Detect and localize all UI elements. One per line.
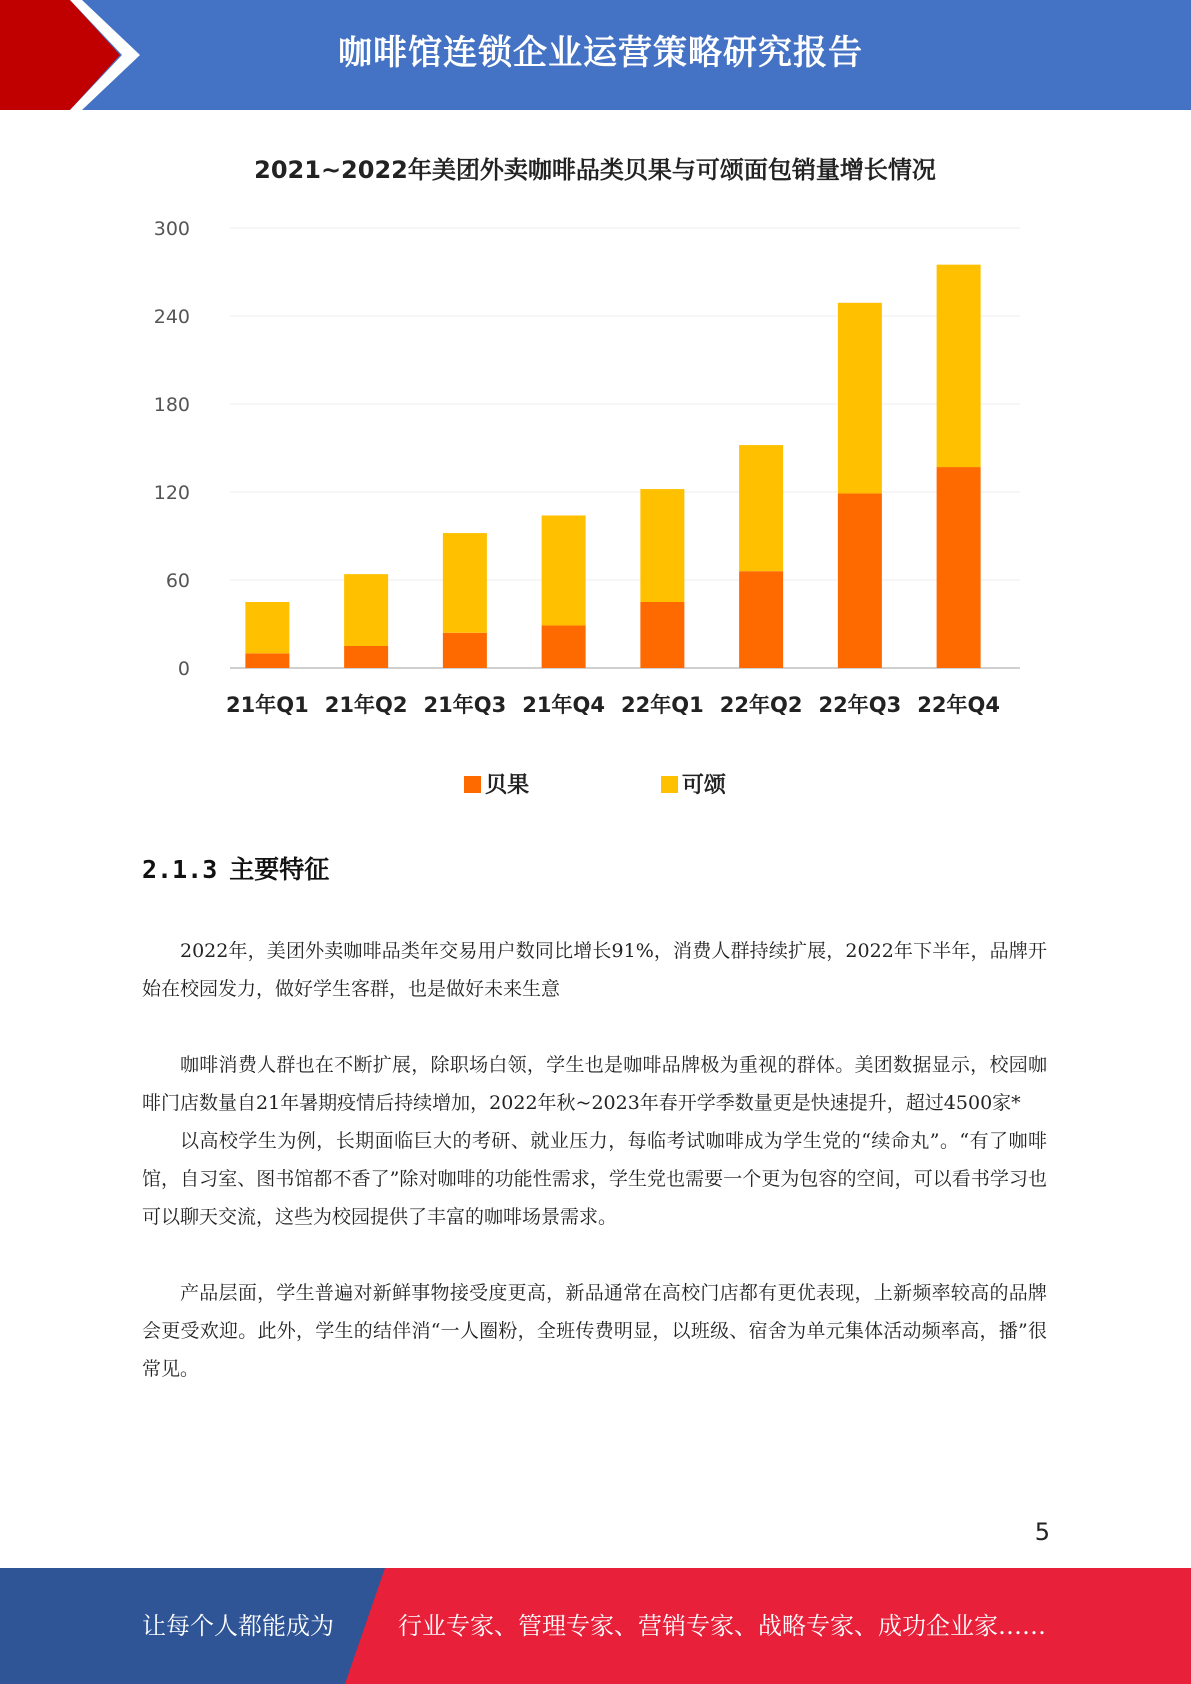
x-tick-label: 22年Q4	[917, 693, 1000, 717]
y-tick-label: 180	[153, 394, 190, 416]
bar-bagel	[542, 625, 586, 668]
y-tick-label: 0	[177, 658, 190, 680]
chart-plot	[150, 140, 1040, 760]
bar-croissant	[838, 303, 882, 494]
bar-bagel	[344, 646, 388, 668]
x-tick-label: 21年Q2	[324, 693, 408, 717]
bar-croissant	[640, 489, 684, 602]
bar-bagel	[937, 467, 981, 668]
paragraph-2: 咖啡消费人群也在不断扩展，除职场白领，学生也是咖啡品牌极为重视的群体。美团数据显示，校园咖啡门店数量自21年暑期疫情后持续增加，2022年秋~2023年春开学季数量更是快速提升，超过4500家*	[142, 1054, 1047, 1114]
page-header	[0, 0, 1191, 110]
bar-croissant	[443, 533, 487, 633]
legend-item-croissant	[661, 768, 726, 799]
chart-legend	[150, 768, 1040, 799]
section-title: 主要特征	[229, 855, 330, 884]
y-tick-label: 60	[165, 570, 190, 592]
bar-bagel	[739, 571, 783, 668]
x-tick-label: 22年Q1	[621, 693, 704, 717]
footer-slogan-left: 让每个人都能成为	[142, 1612, 334, 1640]
bar-bagel	[640, 602, 684, 668]
bar-croissant	[542, 515, 586, 625]
body-text	[142, 932, 1047, 1388]
bar-bagel	[443, 633, 487, 668]
section-number: 2.1.3	[142, 855, 218, 884]
bar-croissant	[739, 445, 783, 571]
x-tick-label: 22年Q3	[818, 693, 902, 717]
bar-bagel	[838, 493, 882, 668]
legend-label-croissant: 可颂	[681, 773, 726, 798]
paragraph-1: 2022年，美团外卖咖啡品类年交易用户数同比增长91%，消费人群持续扩展，2022年下半年，品牌开始在校园发力，做好学生客群，也是做好未来生意	[142, 940, 1047, 1000]
y-tick-label: 300	[153, 218, 190, 240]
paragraph-3: 以高校学生为例，长期面临巨大的考研、就业压力，每临考试咖啡成为学生党的“续命丸”。“有了咖啡馆，自习室、图书馆都不香了”除对咖啡的功能性需求，学生党也需要一个更为包容的空间，可以看书学习也可以聊天交流，这些为校园提供了丰富的咖啡场景需求。	[142, 1130, 1047, 1228]
x-tick-label: 21年Q3	[423, 693, 507, 717]
section-heading	[142, 850, 329, 886]
y-tick-label: 120	[153, 482, 190, 504]
legend-swatch-croissant	[661, 776, 678, 793]
bar-croissant	[245, 602, 289, 653]
bar-croissant	[937, 265, 981, 467]
paragraph-4: 产品层面，学生普遍对新鲜事物接受度更高，新品通常在高校门店都有更优表现，上新频率较高的品牌会更受欢迎。此外，学生的结伴消“一人圈粉，全班传费明显，以班级、宿舍为单元集体活动频率高，播”很常见。	[142, 1282, 1047, 1380]
chart-title: 2021~2022年美团外卖咖啡品类贝果与可颂面包销量增长情况	[254, 156, 936, 184]
x-tick-label: 22年Q2	[719, 693, 803, 717]
sales-growth-chart	[150, 140, 1040, 810]
page-number: 5	[1034, 1518, 1050, 1546]
report-title: 咖啡馆连锁企业运营策略研究报告	[338, 33, 863, 73]
x-tick-label: 21年Q4	[522, 693, 605, 717]
page-footer	[0, 1568, 1191, 1684]
x-tick-label: 21年Q1	[226, 693, 309, 717]
legend-label-bagel: 贝果	[485, 773, 530, 798]
bar-bagel	[245, 653, 289, 668]
footer-slogan-right: 行业专家、管理专家、营销专家、战略专家、成功企业家……	[398, 1612, 1046, 1640]
bar-croissant	[344, 574, 388, 646]
legend-item-bagel	[464, 768, 529, 799]
legend-swatch-bagel	[464, 776, 481, 793]
y-tick-label: 240	[153, 306, 190, 328]
